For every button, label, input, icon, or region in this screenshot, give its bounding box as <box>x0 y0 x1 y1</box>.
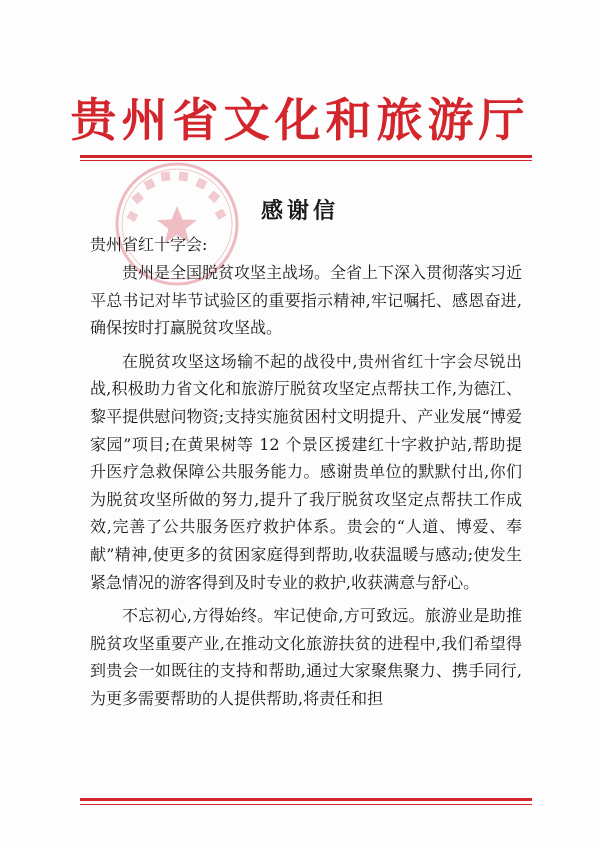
paragraph-1: 贵州是全国脱贫攻坚主战场。全省上下深入贯彻落实习近平总书记对毕节试验区的重要指示精神,牢记嘱托、感恩奋进,确保按时打赢脱贫攻坚战。 <box>90 263 523 338</box>
letter-body <box>90 259 522 719</box>
footer-rule-thin <box>80 804 532 805</box>
paragraph-3: 不忘初心,方得始终。牢记使命,方可致远。旅游业是助推脱贫攻坚重要产业,在推动文化旅游扶贫的进程中,我们希望得到贵会一如既往的支持和帮助,通过大家聚焦聚力、携手同行,为更多需要帮助的人提供帮助,将责任和担 <box>90 606 522 708</box>
letter-addressee: 贵州省红十字会: <box>90 235 208 254</box>
organization-header: 贵州省文化和旅游厅 <box>70 93 530 147</box>
header-rule-thick <box>80 155 532 158</box>
letter-title: 感谢信 <box>260 198 339 224</box>
footer-rule-thick <box>80 798 532 801</box>
paragraph-2: 在脱贫攻坚这场输不起的战役中,贵州省红十字会尽锐出战,积极助力省文化和旅游厅脱贫攻坚定点帮扶工作,为德江、黎平提供慰问物资;支持实施贫困村文明提升、产业发展“博爱家园”项目;在黄果树等 12 个景区援建红十字救护站,帮助提升医疗急救保障公共服务能力。感谢贵单位的默默付出,你们为脱贫攻坚所做的努力,提升了我厅脱贫攻坚定点帮扶工作成效,完善了公共服务医疗救护体系。贵会的“人道、博爱、奉献”精神,使更多的贫困家庭得到帮助,收获温暖与感动;使发生紧急情况的游客得到及时专业的救护,收获满意与舒心。 <box>90 351 522 592</box>
